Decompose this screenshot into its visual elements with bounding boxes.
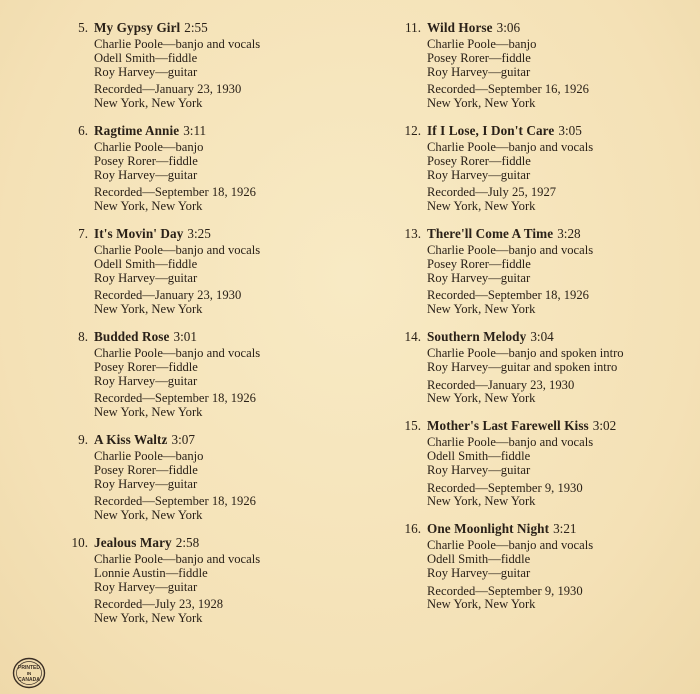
stamp-line-2: IN [26,671,32,676]
recorded-date: Recorded—September 18, 1926 [94,185,256,200]
recorded-place: New York, New York [94,508,203,523]
track-entry [393,329,693,406]
credit-line: Roy Harvey—guitar and spoken intro [427,359,618,374]
track-number: 7. [78,225,88,241]
recorded-place: New York, New York [94,405,203,420]
track-duration: 3:25 [187,225,211,241]
track-number: 10. [71,534,88,550]
track-title: There'll Come A Time [427,225,554,241]
recorded-place: New York, New York [427,597,536,612]
track-details [60,38,350,111]
recorded-place: New York, New York [427,302,536,317]
track-list-right [393,20,693,624]
track-details [393,539,693,612]
track-duration: 3:28 [557,225,581,241]
track-title: Ragtime Annie [94,122,180,138]
credit-line: Posey Rorer—fiddle [427,153,531,168]
track-duration: 3:05 [558,122,582,138]
credit-line: Roy Harvey—guitar [427,270,531,285]
track-title: My Gypsy Girl [94,20,181,35]
track-duration: 3:11 [183,122,207,138]
track-heading [393,418,693,434]
track-number: 11. [405,20,421,35]
recorded-date: Recorded—January 23, 1930 [427,377,575,392]
track-number: 12. [404,122,421,138]
credit-line: Charlie Poole—banjo [94,139,204,154]
track-heading [393,329,693,345]
track-details [393,347,693,406]
credit-line: Roy Harvey—guitar [427,167,531,182]
track-duration: 3:01 [173,328,197,344]
track-entry [393,20,693,111]
credit-line: Lonnie Austin—fiddle [94,565,208,580]
track-list-left [60,20,350,638]
track-number: 5. [78,20,88,35]
track-heading [393,521,693,537]
track-duration: 3:21 [553,521,577,537]
track-title: Budded Rose [94,328,170,344]
track-title: If I Lose, I Don't Care [427,122,555,138]
track-details [60,244,350,317]
track-details [60,553,350,626]
credit-line: Charlie Poole—banjo and vocals [427,538,594,553]
track-title: Southern Melody [427,328,527,344]
recorded-date: Recorded—September 9, 1930 [427,583,583,598]
track-number: 8. [78,328,88,344]
recorded-place: New York, New York [427,96,536,111]
track-duration: 2:58 [175,534,200,550]
track-entry [393,521,693,612]
track-title: One Moonlight Night [427,521,550,537]
credit-line: Charlie Poole—banjo and vocals [94,37,261,51]
track-details [393,141,693,214]
track-details [393,38,693,111]
track-heading [60,329,350,345]
track-details [60,141,350,214]
track-title: Mother's Last Farewell Kiss [427,418,589,434]
credit-line: Posey Rorer—fiddle [94,153,198,168]
track-entry [60,432,350,523]
track-entry [393,123,693,214]
recorded-date: Recorded—July 23, 1928 [94,597,224,612]
track-number: 6. [78,122,88,138]
recorded-date: Recorded—July 25, 1927 [427,185,557,200]
track-duration: 3:07 [171,431,195,447]
credit-line: Roy Harvey—guitar [94,579,198,594]
track-entry [393,418,693,509]
recorded-date: Recorded—September 18, 1926 [427,288,589,303]
track-heading [393,123,693,139]
credit-line: Odell Smith—fiddle [94,50,198,65]
track-heading [60,226,350,242]
recorded-date: Recorded—September 18, 1926 [94,391,256,406]
track-heading [60,123,350,139]
credit-line: Posey Rorer—fiddle [94,359,198,374]
credit-line: Charlie Poole—banjo and vocals [94,242,261,257]
credit-line: Roy Harvey—guitar [94,167,198,182]
track-number: 14. [404,328,421,344]
recorded-date: Recorded—January 23, 1930 [94,82,242,97]
track-duration: 3:06 [496,20,521,35]
recorded-place: New York, New York [94,302,203,317]
track-number: 16. [404,521,421,537]
track-entry [393,226,693,317]
credit-line: Odell Smith—fiddle [427,551,531,566]
track-heading [60,20,350,36]
credit-line: Roy Harvey—guitar [94,476,198,491]
credit-line: Roy Harvey—guitar [427,64,531,79]
track-number: 9. [78,431,88,447]
credit-line: Charlie Poole—banjo and spoken intro [427,345,624,360]
stamp-line-3: CANADA [18,677,40,683]
track-heading [393,20,693,36]
stamp-line-1: PRINTED [18,665,40,671]
credit-line: Charlie Poole—banjo and vocals [427,242,594,257]
track-title: A Kiss Waltz [94,431,168,447]
track-entry [60,20,350,111]
credit-line: Odell Smith—fiddle [94,256,198,271]
recorded-place: New York, New York [94,611,203,626]
credit-line: Posey Rorer—fiddle [94,462,198,477]
printed-in-canada-stamp [12,656,46,690]
track-title: Jealous Mary [94,534,172,550]
track-heading [60,535,350,551]
track-entry [60,226,350,317]
credit-line: Roy Harvey—guitar [94,64,198,79]
credit-line: Roy Harvey—guitar [94,270,198,285]
recorded-place: New York, New York [94,96,203,111]
recorded-place: New York, New York [427,494,536,509]
track-heading [60,432,350,448]
track-heading [393,226,693,242]
credit-line: Charlie Poole—banjo and vocals [427,139,594,154]
recorded-place: New York, New York [94,199,203,214]
track-number: 13. [404,225,421,241]
credit-line: Charlie Poole—banjo and vocals [94,345,261,360]
track-details [60,450,350,523]
track-duration: 3:02 [592,418,617,434]
track-title: It's Movin' Day [94,225,184,241]
credit-line: Charlie Poole—banjo and vocals [94,551,261,566]
track-title: Wild Horse [427,20,493,35]
recorded-date: Recorded—September 18, 1926 [94,494,256,509]
track-details [393,244,693,317]
credit-line: Charlie Poole—banjo [94,448,204,463]
track-number: 15. [404,418,421,434]
credit-line: Charlie Poole—banjo [427,37,537,51]
track-entry [60,329,350,420]
recorded-place: New York, New York [427,199,536,214]
credit-line: Posey Rorer—fiddle [427,50,531,65]
track-entry [60,535,350,626]
recorded-place: New York, New York [427,391,536,406]
track-duration: 2:55 [184,20,208,35]
recorded-date: Recorded—September 16, 1926 [427,82,589,97]
credit-line: Posey Rorer—fiddle [427,256,531,271]
credit-line: Roy Harvey—guitar [427,565,531,580]
track-entry [60,123,350,214]
recorded-date: Recorded—January 23, 1930 [94,288,242,303]
credit-line: Odell Smith—fiddle [427,448,531,463]
credit-line: Roy Harvey—guitar [427,462,531,477]
credit-line: Roy Harvey—guitar [94,373,198,388]
track-details [60,347,350,420]
track-details [393,436,693,509]
credit-line: Charlie Poole—banjo and vocals [427,435,594,450]
recorded-date: Recorded—September 9, 1930 [427,480,583,495]
track-duration: 3:04 [530,328,554,344]
